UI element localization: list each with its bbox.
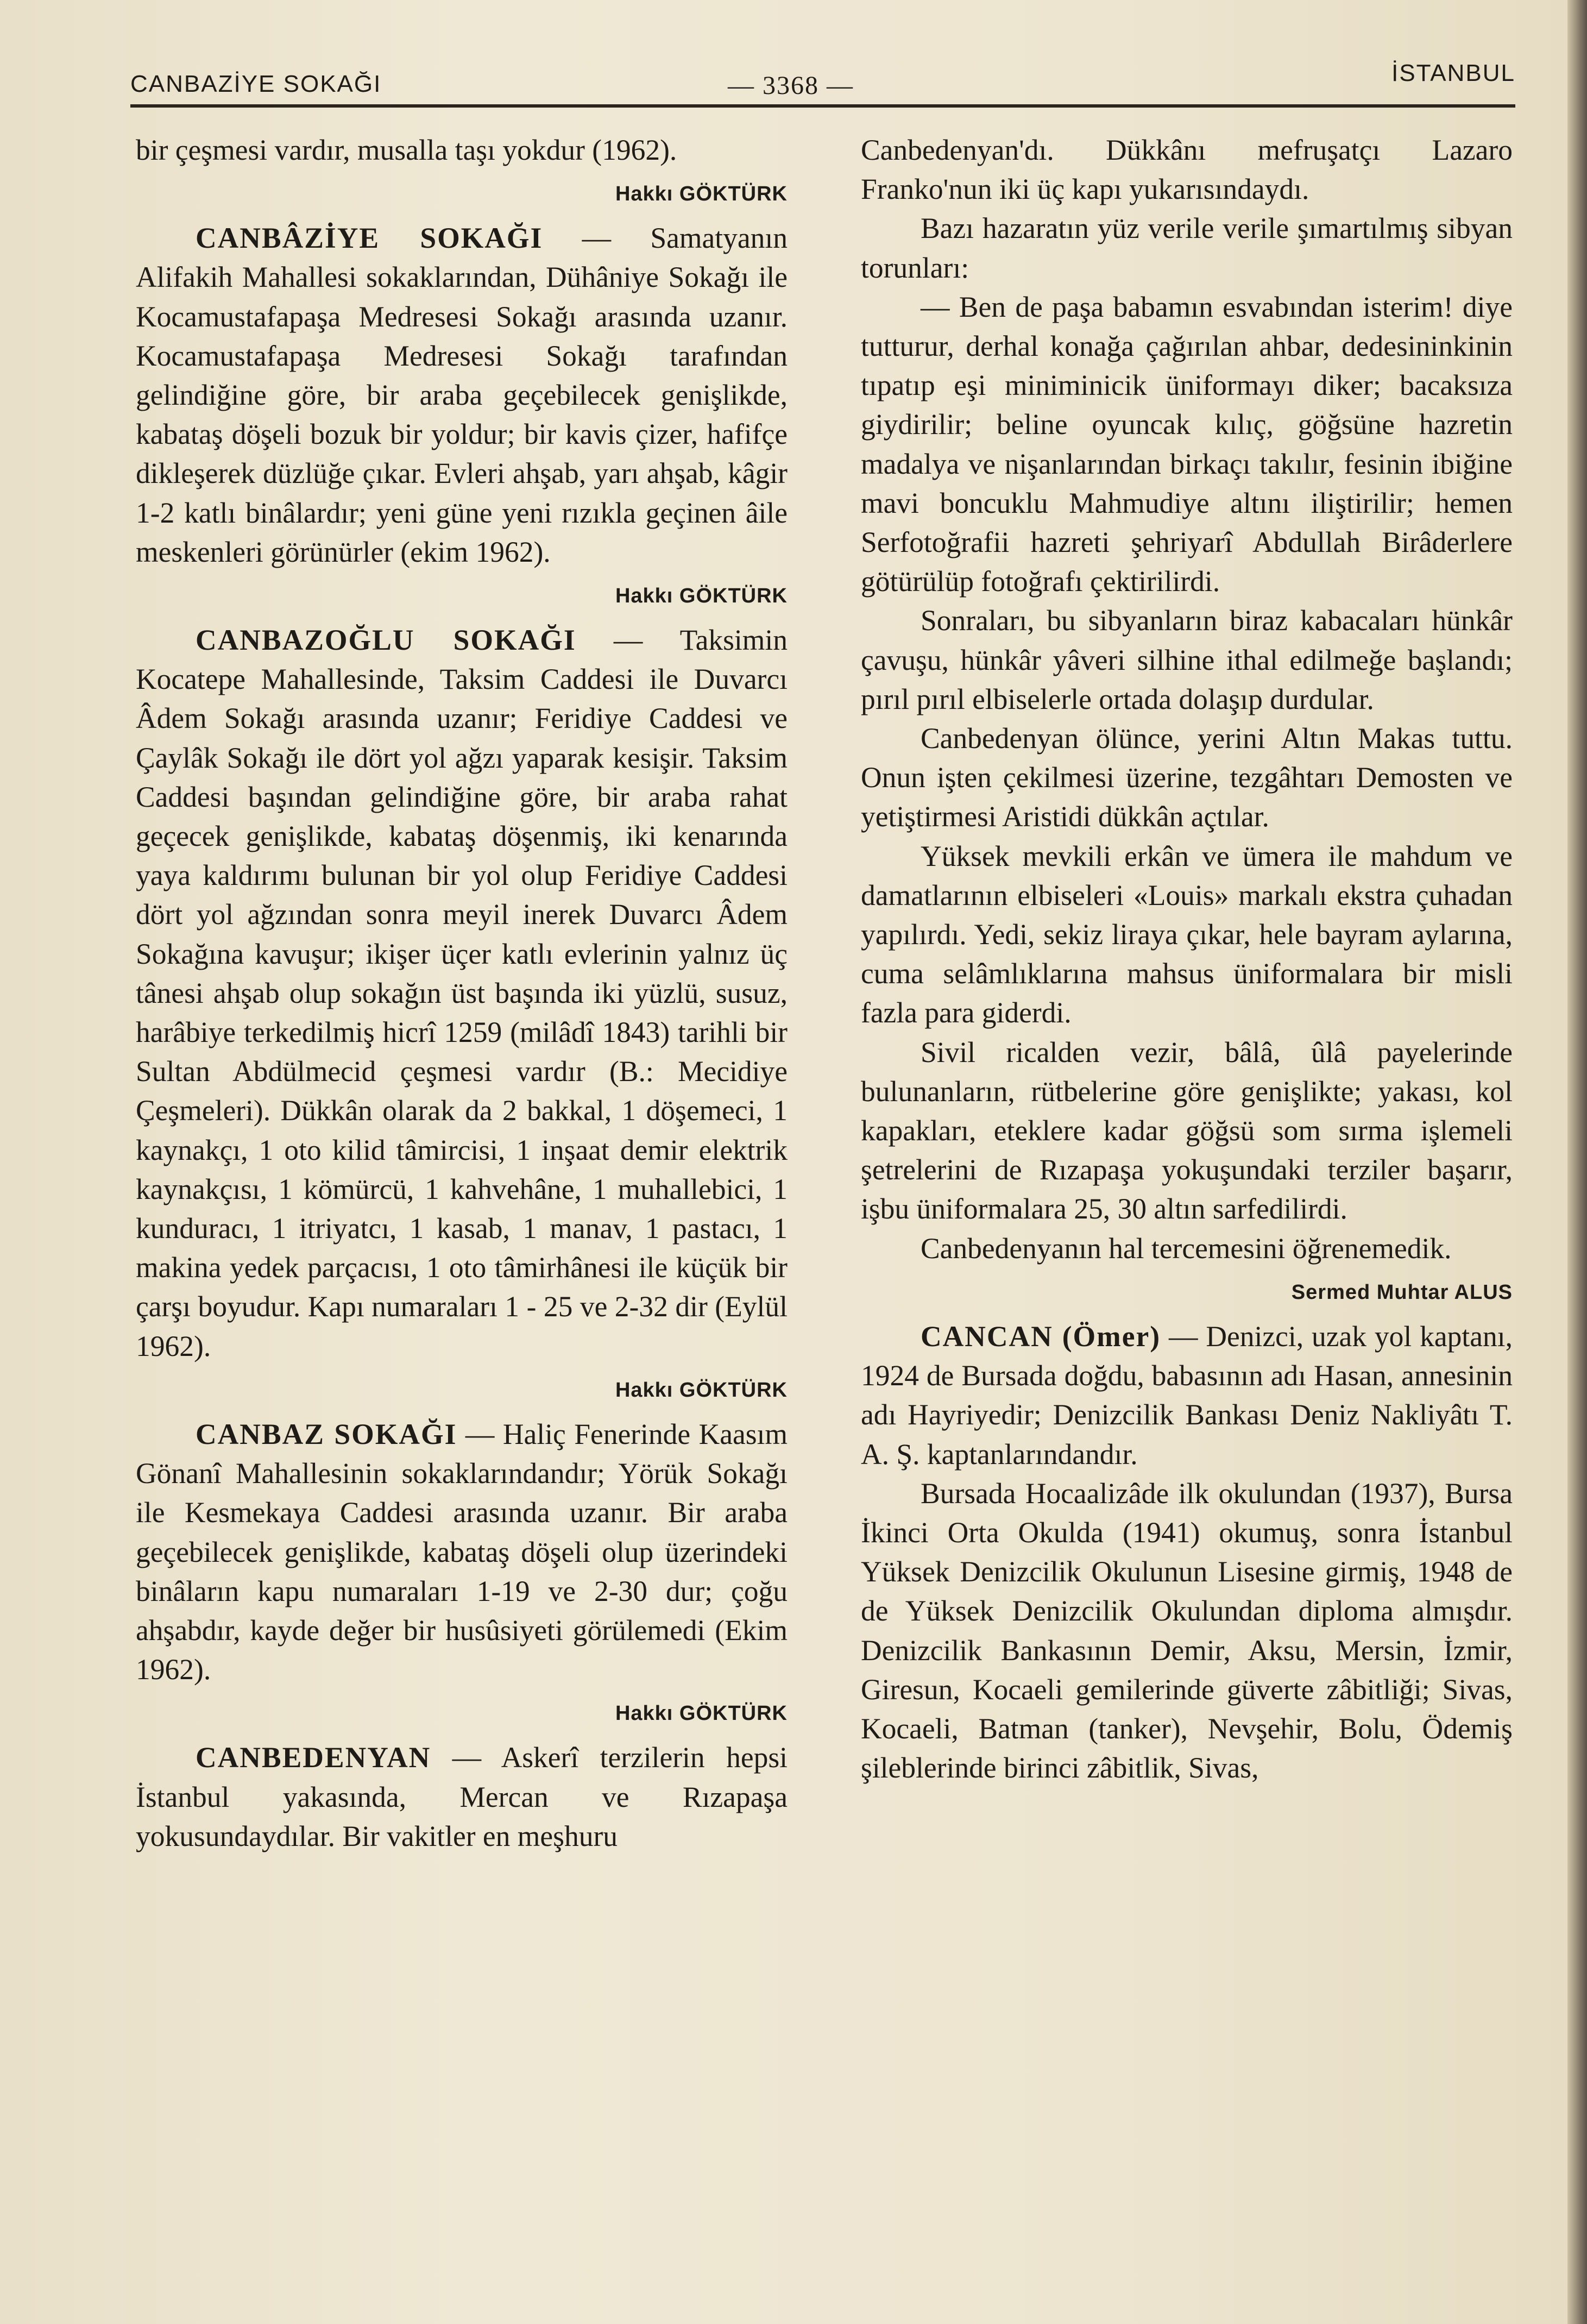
signature: Hakkı GÖKTÜRK [615, 585, 788, 608]
right-column [861, 130, 1513, 2282]
paragraph: Canbedenyan ölünce, yerini Altın Makas tuttu. Onun işten çekilmesi üzerine, tezgâhtarı Demosten ve yetiştirmesi Aristidi dükkân açtılar. [861, 722, 1513, 833]
entry-canbaziye [136, 218, 788, 571]
entry-body: — Denizci, uzak yol kaptanı, 1924 de Bursada doğdu, babasının adı Hasan, annesinin adı Hayriyedir; Denizcilik Bankası Deniz Nakliyâtı T. A. Ş. kaptanlarındandır. [861, 1320, 1513, 1471]
page-number: — 3368 — [728, 71, 854, 100]
paragraph: — Ben de paşa babamın esvabından isterim! diye tutturur, derhal konağa çağırılan ahbar, dedesininkinin tıpatıp eşi miniminicik üniformayı diker; bacaksıza giydirilir; beline oyuncak kılıç, göğsüne hazretin madalya ve nişanlarından birkaçı takılır, fesinin ibiğine mavi boncuklu Mahmudiye altını iliştirilir; hemen Serfotoğrafii hazreti şehriyarî Abdullah Birâderlere götürülüp fotoğrafı çektirilirdi. [861, 290, 1513, 598]
paragraph: Canbedenyan'dı. Dükkânı mefruşatçı Lazaro Franko'nun iki üç kapı yukarısındaydı. [861, 134, 1513, 206]
left-column [136, 130, 788, 2282]
entry-canbaz [136, 1415, 788, 1689]
entry-body: — Haliç Fenerinde Kaasım Gönanî Mahallesinin sokaklarındandır; Yörük Sokağı ile Kesmekaya Caddesi arasında uzanır. Bir araba geçebilecek genişlikde, kabataş döşeli olup üzerindeki binâların kapu numaraları 1-19 ve 2-30 dur; çoğu ahşabdır, kayde değer bir husûsiyeti görülemedi (Ekim 1962). [136, 1417, 788, 1686]
entry-canbedenyan [136, 1738, 788, 1856]
signature: Hakkı GÖKTÜRK [615, 183, 788, 206]
paragraph: Bursada Hocaalizâde ilk okulundan (1937), Bursa İkinci Orta Okulda (1941) okumuş, sonra İstanbul Yüksek Denizcilik Okulunun Lisesine girmiş, 1948 de de Yüksek Denizcilik Okulundan diploma almışdır. Denizcilik Bankasının Demir, Aksu, Mersin, İzmir, Giresun, Kocaeli gemilerinde güverte zâbitliği; Sivas, Kocaeli, Batman (tanker), Nevşehir, Bolu, Ödemiş şileblerinde birinci zâbitlik, Sivas, [861, 1477, 1513, 1785]
entry-headword: CANBAZOĞLU SOKAĞI [196, 624, 576, 657]
paragraph: Sivil ricalden vezir, bâlâ, ûlâ payelerinde bulunanların, rütbelerine göre genişlikte; yakası, kol kapakları, eteklere kadar göğsü som sırma işlemeli şetrelerini de Rızapaşa yokuşundaki terziler başarır, işbu üniformalara 25, 30 altın sarfedilirdi. [861, 1035, 1513, 1226]
paragraph: Canbedenyanın hal tercemesini öğrenemedik. [921, 1232, 1452, 1265]
entry-canbazoglu [136, 620, 788, 1366]
entry-headword: CANCAN (Ömer) [921, 1320, 1161, 1353]
paragraph: Sonraları, bu sibyanların biraz kabacaları hünkâr çavuşu, hünkâr yâveri silhine ithal edilmeğe başlandı; pırıl pırıl elbiselerle ortada dolaşıp durdular. [861, 604, 1513, 715]
paragraph: bir çeşmesi vardır, musalla taşı yokdur (1962). [136, 134, 677, 166]
signature: Hakkı GÖKTÜRK [615, 1378, 788, 1402]
signature: Sermed Muhtar ALUS [1291, 1280, 1513, 1304]
entry-headword: CANBAZ SOKAĞI [196, 1417, 457, 1450]
entry-cancan [861, 1317, 1513, 1474]
page-edge-shadow [1567, 0, 1587, 2324]
entry-headword: CANBEDENYAN [196, 1741, 431, 1774]
entry-body: — Samatyanın Alifakih Mahallesi sokaklarından, Dühâniye Sokağı ile Kocamustafapaşa Medresesi Sokağı arasında uzanır. Kocamustafapaşa Medresesi Sokağı tarafından gelindiğine göre, bir araba geçebilecek genişlikde, kabataş döşeli bozuk bir yoldur; bir kavis çizer, hafifçe dikleşerek düzlüğe çıkar. Evleri ahşab, yarı ahşab, kâgir 1-2 katlı binâlardır; yeni güne yeni rızıkla geçinen âile meskenleri görünürler (ekim 1962). [136, 222, 788, 568]
signature: Hakkı GÖKTÜRK [615, 1702, 788, 1725]
entry-headword: CANBÂZİYE SOKAĞI [196, 222, 543, 255]
header-rule [130, 104, 1515, 108]
page-header [130, 60, 1515, 114]
paragraph: Bazı hazaratın yüz verile verile şımartılmış sibyan torunları: [861, 212, 1513, 284]
paragraph: Yüksek mevkili erkân ve ümera ile mahdum ve damatlarının elbiseleri «Louis» markalı ekstra çuhadan yapılırdı. Yedi, sekiz liraya çıkar, hele bayram aylarına, cuma selâmlıklarına mahsus üniformalara bir misli fazla para giderdi. [861, 839, 1513, 1029]
entry-body: — Taksimin Kocatepe Mahallesinde, Taksim Caddesi ile Duvarcı Âdem Sokağı arasında uzanır; Feridiye Caddesi ve Çaylâk Sokağı ile dört yol ağzı yaparak kesişir. Taksim Caddesi başından gelindiğine göre, bir araba rahat geçecek genişlikde, kabataş döşenmiş, iki kenarında yaya kaldırımı bulunan bir yol olup Feridiye Caddesi dört yol ağzından sonra meyil inerek Duvarcı Âdem Sokağına kavuşur; ikişer üçer katlı evlerinin yalnız üç tânesi ahşab olup sokağın üst başında iki yüzlü, susuz, harâbiye terkedilmiş hicrî 1259 (milâdî 1843) tarihli bir Sultan Abdülmecid çeşmesi vardır (B.: Mecidiye Çeşmeleri). Dükkân olarak da 2 bakkal, 1 döşemeci, 1 kaynakçı, 1 oto kilid tâmircisi, 1 inşaat demir elektrik kaynakçısı, 1 kömürcü, 1 kahvehâne, 1 muhallebici, 1 kunduracı, 1 itriyatcı, 1 kasab, 1 manav, 1 pastacı, 1 makina yedek parçacısı, 1 oto tâmirhânesi ile küçük bir çarşı boyudur. Kapı numaraları 1 - 25 ve 2-32 dir (Eylül 1962). [136, 624, 788, 1362]
entry-body: — Askerî terzilerin hepsi İstanbul yakasında, Mercan ve Rızapaşa yokusundaydılar. Bir vakitler en meşhuru [136, 1741, 788, 1852]
running-head-right: İSTANBUL [1391, 60, 1515, 86]
running-head-left: CANBAZİYE SOKAĞI [130, 71, 382, 97]
